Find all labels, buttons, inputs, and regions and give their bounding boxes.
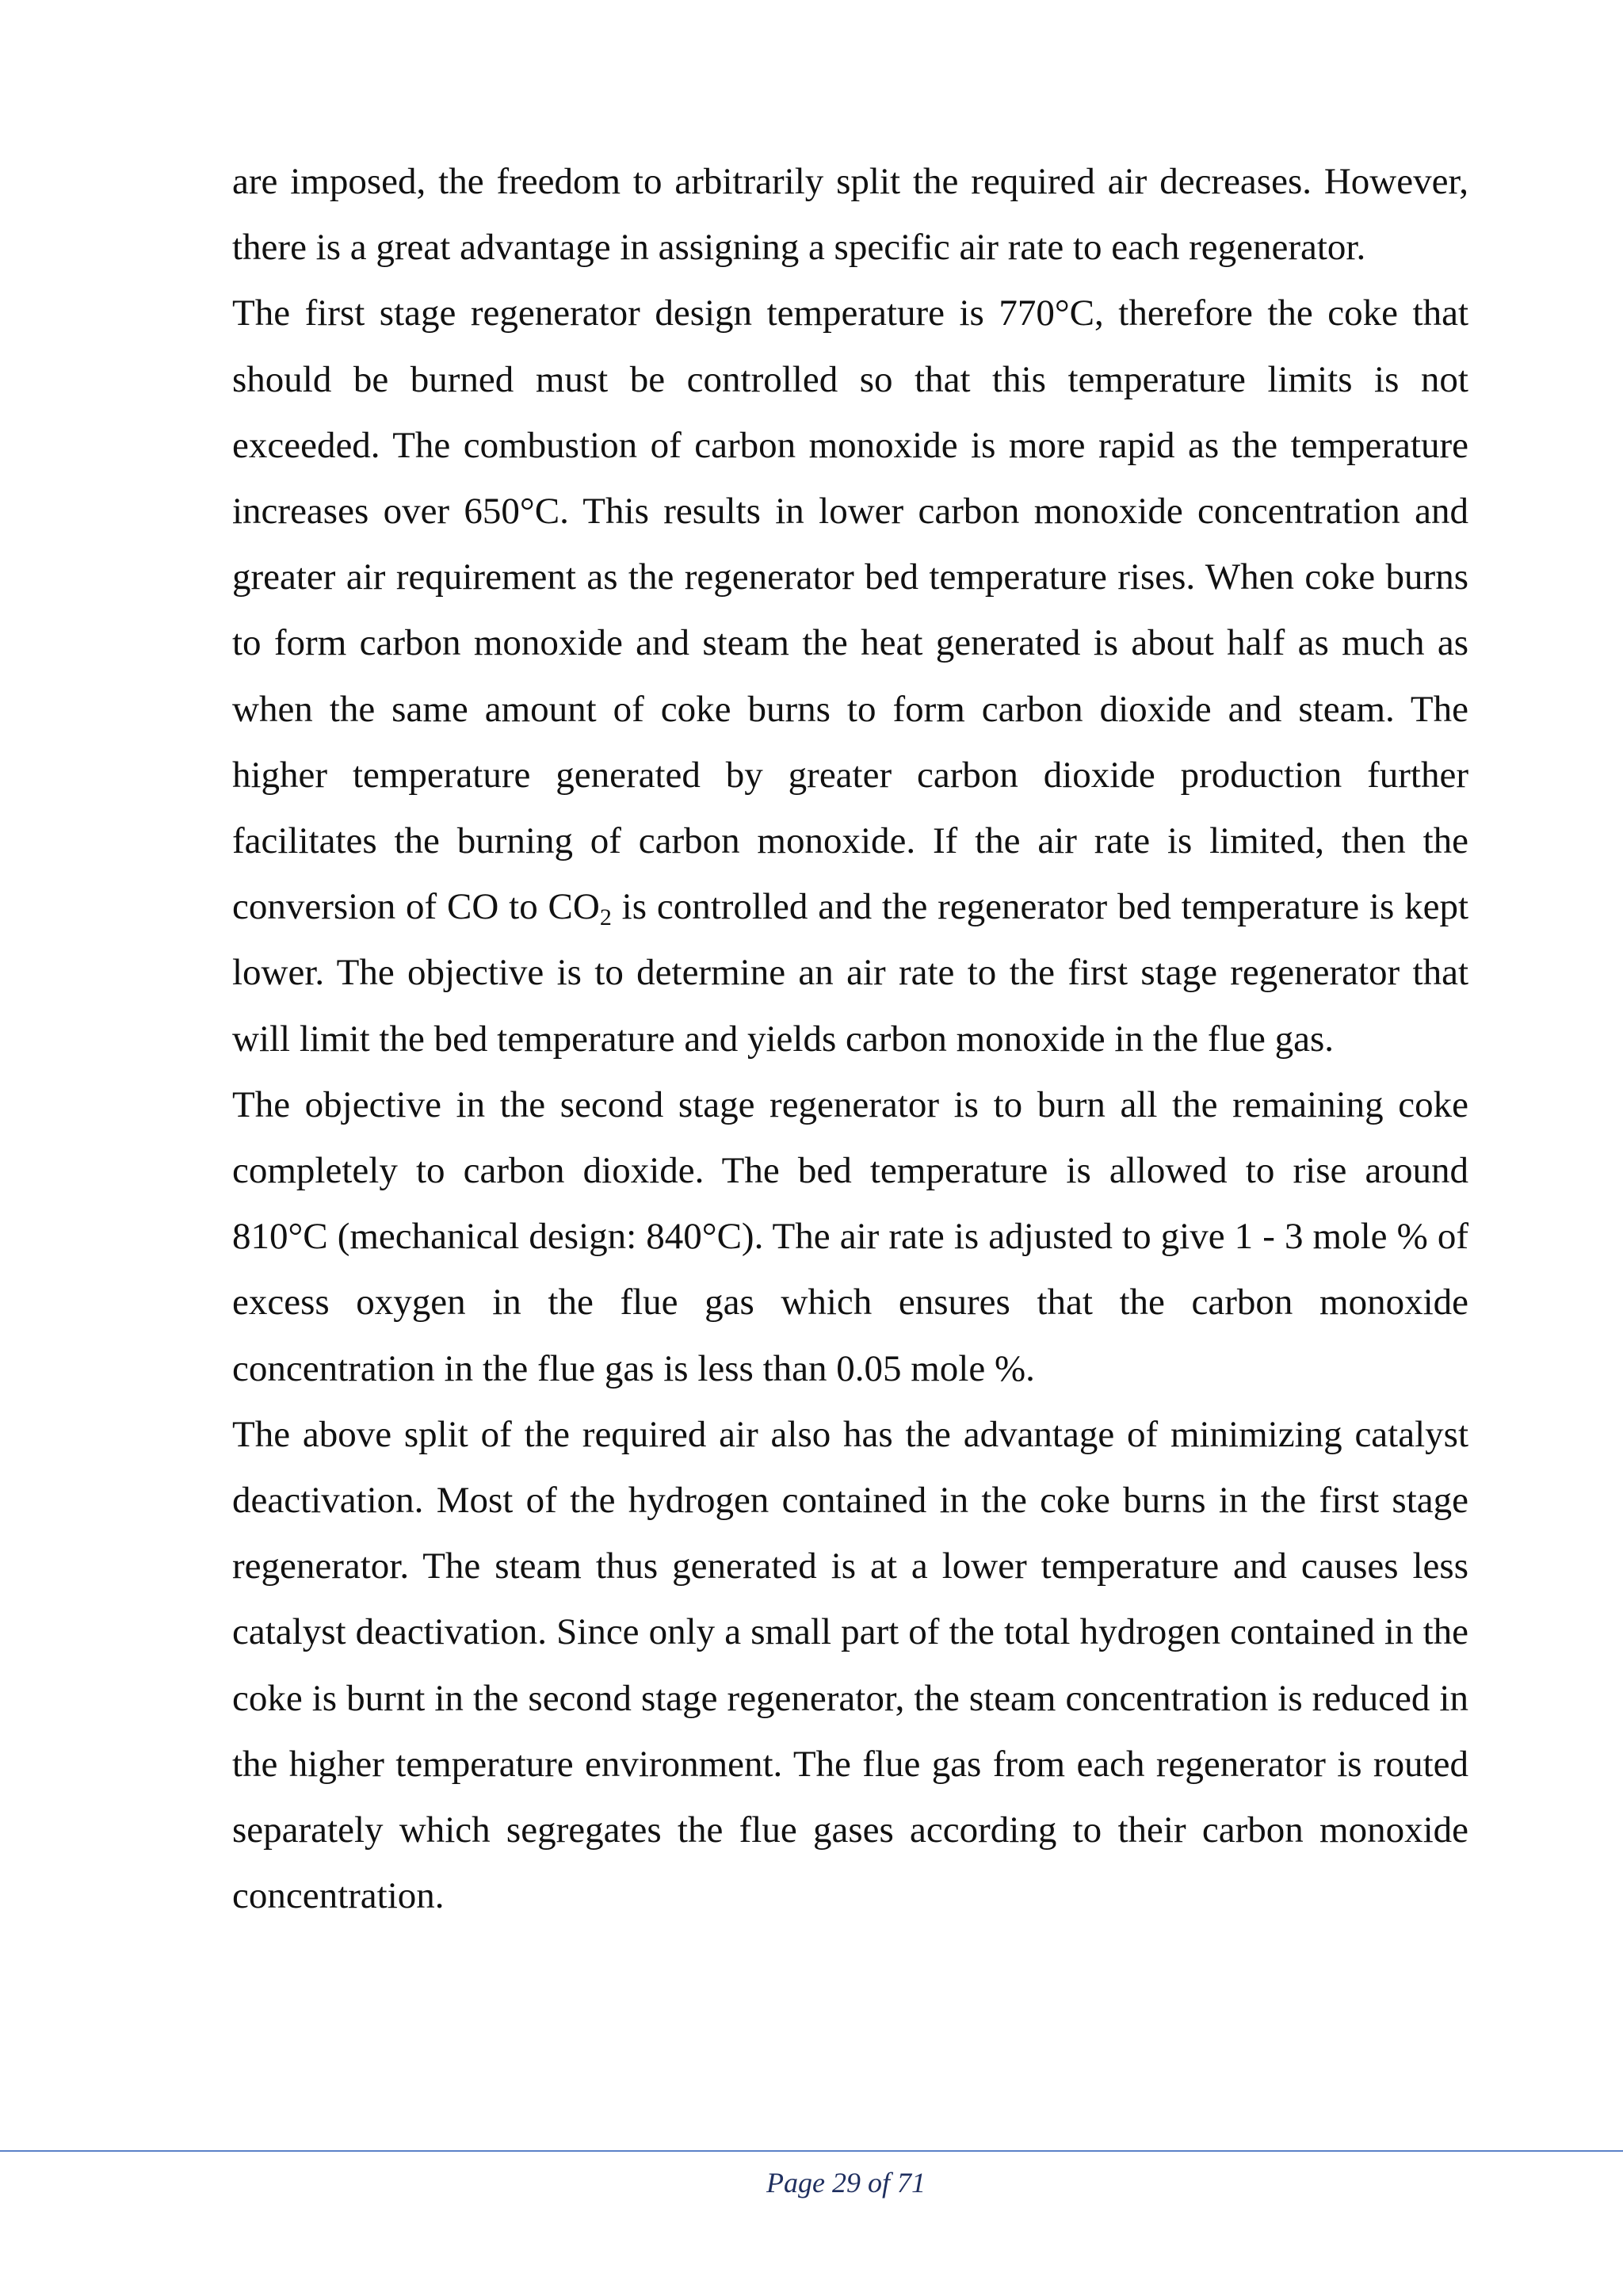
paragraph-first-stage-text-part-1: The first stage regenerator design temperature is 770°C, therefore the coke that should be burned must be controlled so that this temperature limits is not exceeded. The combustion of carbon monoxide is more rapid as the temperature increases over 650°C. This results in lower carbon monoxide concentration and greater air requirement as the regenerator bed temperature rises. When coke burns to form carbon monoxide and steam the heat generated is about half as much as when the same amount of coke burns to form carbon dioxide and steam. The higher temperature generated by greater carbon dioxide production further facilitates the burning of carbon monoxide. If the air rate is limited, then the conversion of CO to CO	[232, 292, 1468, 928]
paragraph-first-stage-text-part-2: is controlled and the regenerator bed temperature is kept lower. The objective is to determine an air rate to the first stage regenerator that will limit the bed temperature and yields carbon monoxide in the flue gas.	[232, 886, 1468, 1060]
page-number: Page 29 of 71	[766, 2167, 926, 2199]
paragraph-second-stage-regenerator: The objective in the second stage regenerator is to burn all the remaining coke completely to carbon dioxide. The bed temperature is allowed to rise around 810°C (mechanical design: 840°C). The air rate is adjusted to give 1 - 3 mole % of excess oxygen in the flue gas which ensures that the carbon monoxide concentration in the flue gas is less than 0.05 mole %.	[232, 1083, 1468, 1389]
paragraph-catalyst-deactivation: The above split of the required air also has the advantage of minimizing catalyst deactivation. Most of the hydrogen contained in the coke burns in the first stage regenerator. The steam thus generated is at a lower temperature and causes less catalyst deactivation. Since only a small part of the total hydrogen contained in the coke is burnt in the second stage regenerator, the steam concentration is reduced in the higher temperature environment. The flue gas from each regenerator is routed separately which segregates the flue gases according to their carbon monoxide concentration.	[232, 1413, 1468, 1917]
paragraph-first-stage-regenerator	[232, 281, 1468, 1072]
footer-rule	[0, 2150, 1623, 2152]
co2-subscript: 2	[599, 904, 612, 931]
paragraph-air-split: are imposed, the freedom to arbitrarily split the required air decreases. However, there is a great advantage in assigning a specific air rate to each regenerator.	[232, 161, 1468, 269]
document-body	[232, 149, 1468, 1929]
